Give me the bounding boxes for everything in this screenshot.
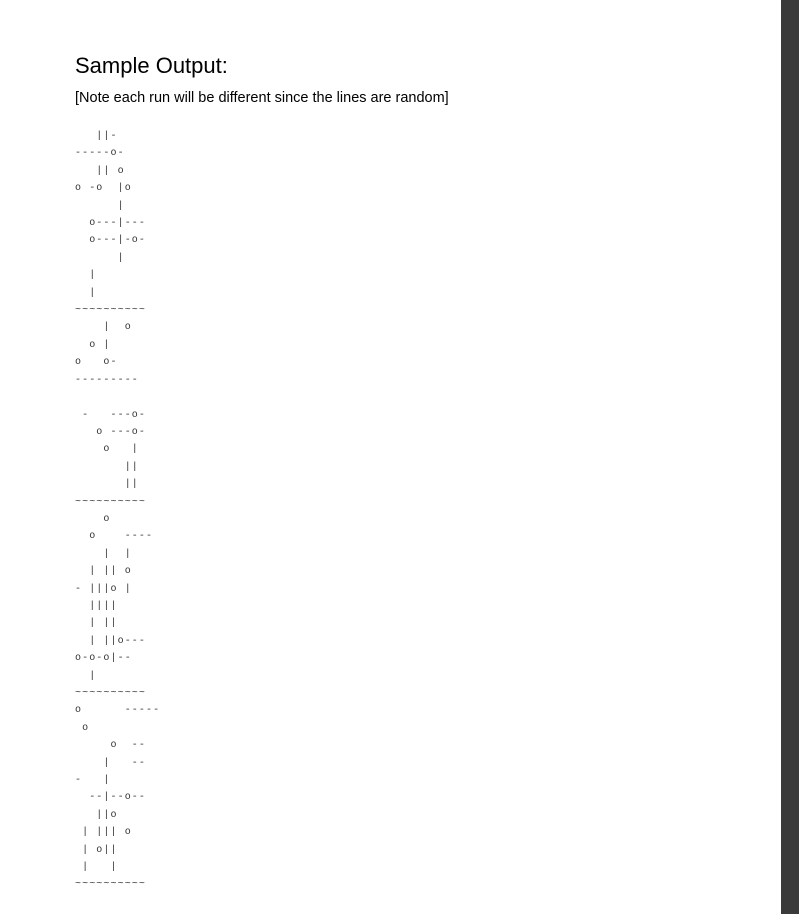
sample-output-ascii: ||- -----o- || o o -o |o | o---|--- o---|-o- | | | ~~~~~~~~~~ | o o | o o- --------- - ---o- o ---o- o | || || ~~~~~~~~~~ o o ---- | | | || o - |||o | |||| | || | ||o--- o-o-o|-- | ~~~~~~~~~~ o ----- o o -- | -- - | --|--o-- ||o | ||| o | o|| | | ~~~~~~~~~~ (75, 131, 161, 891)
note-text: [Note each run will be different since the lines are random] (75, 90, 449, 106)
viewer-edge (781, 0, 799, 914)
page-heading: Sample Output: (75, 53, 228, 78)
